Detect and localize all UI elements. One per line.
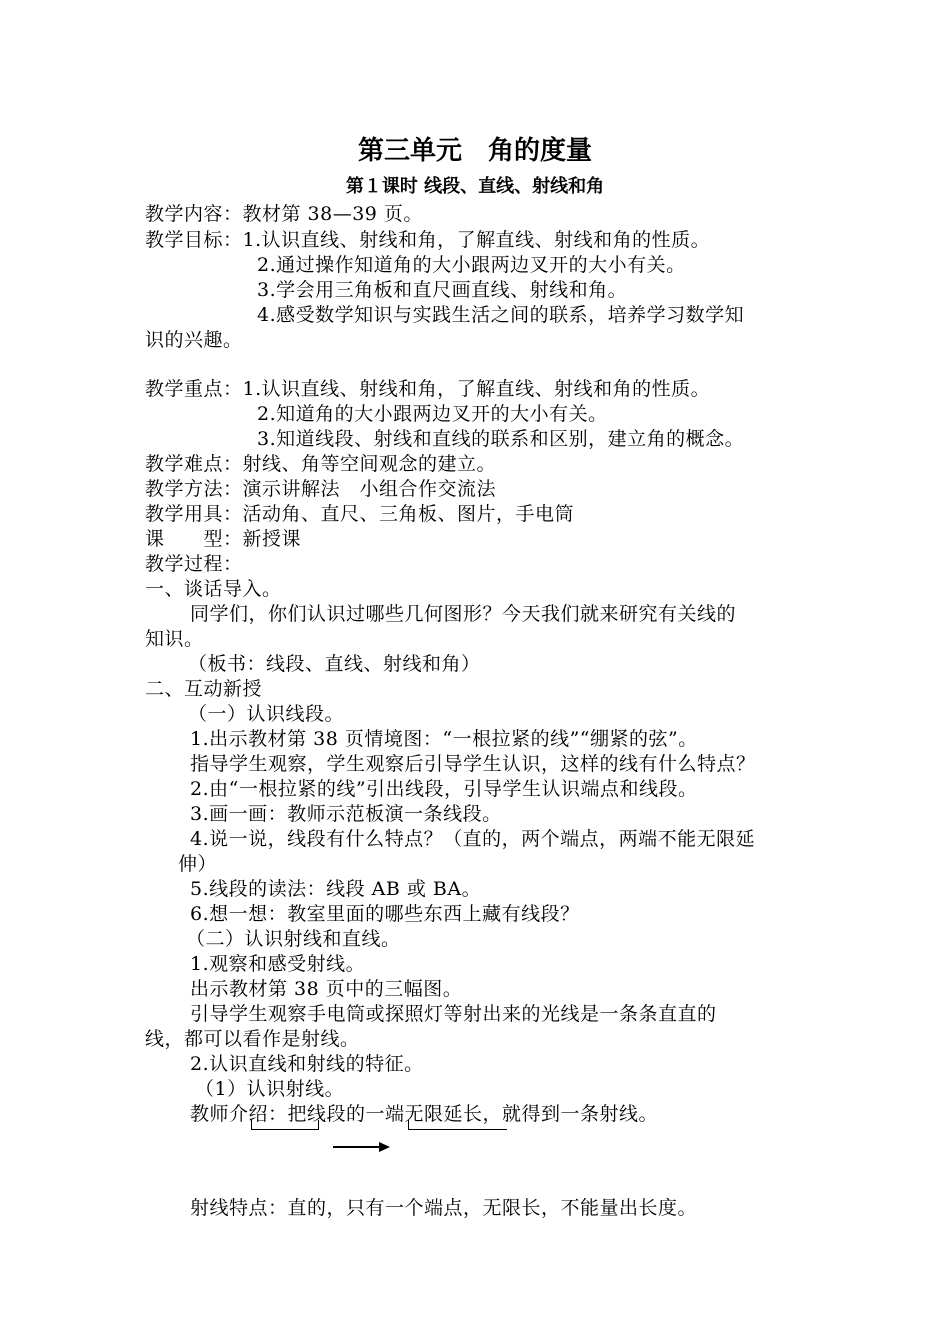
lesson-subtitle: 第１课时 线段、直线、射线和角 [345, 176, 605, 197]
teacher-intro: 教师介绍：把线段的一端无限延长，就得到一条射线。 [190, 1103, 659, 1125]
step-a2: 2.由“一根拉紧的线”引出线段，引导学生认识端点和线段。 [190, 778, 698, 800]
step-b2: 2.认识直线和射线的特征。 [190, 1053, 424, 1075]
teaching-goal-3: 3.学会用三角板和直尺画直线、射线和角。 [257, 279, 628, 301]
ray-figure [408, 1120, 507, 1130]
teaching-process: 教学过程： [145, 553, 243, 575]
line-segment-figure [251, 1120, 319, 1130]
step-a4: 4.说一说，线段有什么特点？（直的，两个端点，两端不能无限延 [190, 828, 756, 850]
step-b1: 1.观察和感受射线。 [190, 953, 366, 975]
teaching-goal-2: 2.通过操作知道角的大小跟两边叉开的大小有关。 [257, 254, 686, 276]
step-a3: 3.画一画：教师示范板演一条线段。 [190, 803, 502, 825]
teaching-method: 教学方法：演示讲解法 小组合作交流法 [145, 478, 497, 500]
step-b1-guide: 引导学生观察手电筒或探照灯等射出来的光线是一条条直直的 [190, 1003, 717, 1025]
ray-features: 射线特点：直的，只有一个端点，无限长，不能量出长度。 [190, 1197, 698, 1219]
teaching-tools: 教学用具：活动角、直尺、三角板、图片，手电筒 [145, 503, 575, 525]
teaching-goal-4: 4.感受数学知识与实践生活之间的联系，培养学习数学知 [257, 304, 745, 326]
section-1-para-cont: 知识。 [145, 628, 204, 650]
subsection-a-heading: （一）认识线段。 [188, 703, 345, 725]
difficulty: 教学难点：射线、角等空间观念的建立。 [145, 453, 497, 475]
teaching-goal-4-cont: 识的兴趣。 [145, 329, 243, 351]
arrow-icon [333, 1140, 391, 1154]
step-a6: 6.想一想：教室里面的哪些东西上藏有线段？ [190, 903, 580, 925]
step-a1-guide: 指导学生观察，学生观察后引导学生认识，这样的线有什么特点？ [190, 753, 756, 775]
section-1-para: 同学们，你们认识过哪些几何图形？今天我们就来研究有关线的 [190, 603, 737, 625]
key-point-1: 教学重点：1.认识直线、射线和角，了解直线、射线和角的性质。 [145, 378, 711, 400]
section-2-heading: 二、互动新授 [145, 678, 263, 700]
step-b2-1: （1）认识射线。 [195, 1078, 345, 1100]
step-a4-cont: 伸） [178, 853, 218, 875]
subsection-b-heading: （二）认识射线和直线。 [186, 928, 401, 950]
teaching-content: 教学内容：教材第 38—39 页。 [145, 203, 423, 225]
step-a1: 1.出示教材第 38 页情境图：“一根拉紧的线”“绷紧的弦”。 [190, 728, 698, 750]
lesson-type: 课 型：新授课 [145, 528, 302, 550]
step-b1-show: 出示教材第 38 页中的三幅图。 [190, 978, 463, 1000]
step-a5: 5.线段的读法：线段 AB 或 BA。 [190, 878, 482, 900]
step-b1-guide-cont: 线，都可以看作是射线。 [145, 1028, 360, 1050]
key-point-2: 2.知道角的大小跟两边叉开的大小有关。 [257, 403, 608, 425]
board-note: （板书：线段、直线、射线和角） [188, 653, 481, 675]
section-1-heading: 一、谈话导入。 [145, 578, 282, 600]
key-point-3: 3.知道线段、射线和直线的联系和区别，建立角的概念。 [257, 428, 745, 450]
page-title: 第三单元 角的度量 [357, 136, 592, 166]
teaching-goal-1: 教学目标：1.认识直线、射线和角，了解直线、射线和角的性质。 [145, 229, 711, 251]
